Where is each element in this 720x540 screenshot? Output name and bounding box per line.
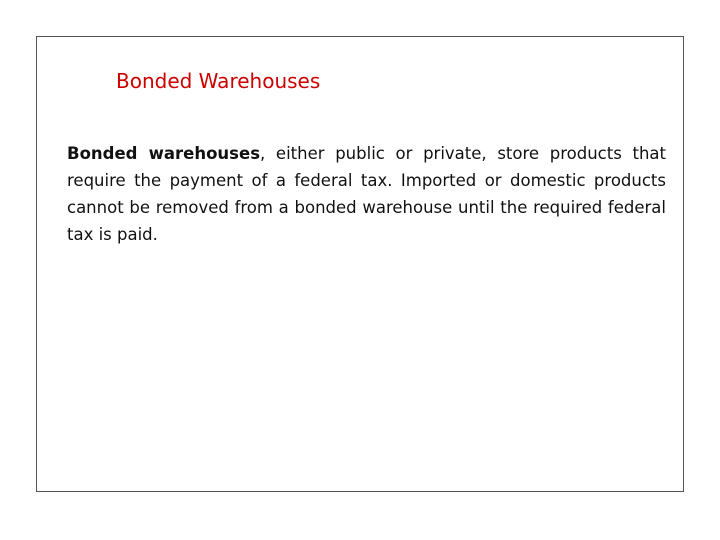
lead-term: Bonded warehouses: [67, 144, 261, 163]
body-paragraph: [67, 140, 666, 248]
slide-title: Bonded Warehouses: [116, 69, 321, 93]
slide-frame: [36, 36, 684, 492]
paragraph-text: , either public or private, store products that require the payment of a federal tax. Imported or domestic products cannot be removed from a bonded warehouse until the required federal tax is paid.: [67, 144, 666, 244]
